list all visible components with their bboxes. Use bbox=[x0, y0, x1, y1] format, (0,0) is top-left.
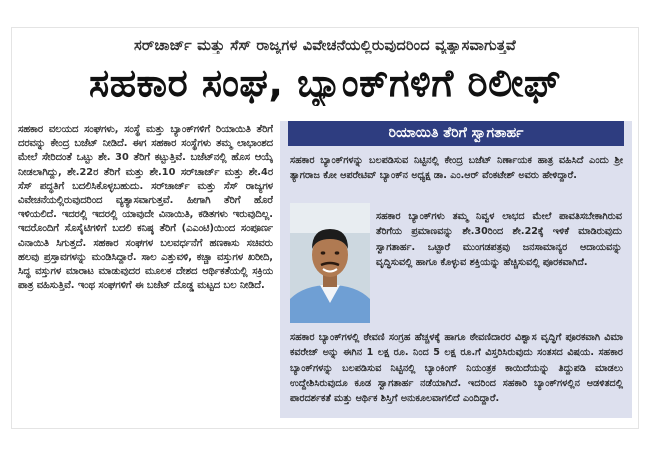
person-photo bbox=[290, 203, 370, 323]
article-body bbox=[18, 123, 273, 423]
article-kicker: ಸರ್‌ಚಾರ್ಜ್ ಮತ್ತು ಸೆಸ್ ರಾಜ್ಯಗಳ ವಿವೇಚನೆಯಲ್ಲಿರುವುದರಿಂದ ವ್ಯತ್ಯಾಸವಾಗುತ್ತವೆ bbox=[134, 38, 516, 54]
article-body-text: ಸಹಕಾರ ವಲಯದ ಸಂಘಗಳು, ಸಂಸ್ಥೆ ಮತ್ತು ಬ್ಯಾಂಕ್‌ಗಳಿಗೆ ರಿಯಾಯಿತಿ ತೆರಿಗೆ ದರವನ್ನು ಕೇಂದ್ರ ಬಜೆಟ್ ನೀಡಿದೆ. ಈಗ ಸಹಕಾರ ಸಂಸ್ಥೆಗಳು ತಮ್ಮ ಲಾಭಾಂಶದ ಮೇಲೆ ಸೇರಿದಂತೆ ಒಟ್ಟು ಶೇ. 30 ತೆರಿಗೆ ಕಟ್ಟುತ್ತಿವೆ. ಬಜೆಟ್‌ನಲ್ಲಿ ಹೊಸ ಆಯ್ಕೆ ನೀಡಲಾಗಿದ್ದು, ಶೇ.22ರ ತೆರಿಗೆ ಮತ್ತು ಶೇ.10 ಸರ್‌ಚಾರ್ಜ್ ಮತ್ತು ಶೇ.4ರ ಸೆಸ್ ಪದ್ಧತಿಗೆ ಬದಲಿಸಿಕೊಳ್ಳಬಹುದು. ಸರ್‌ಚಾರ್ಜ್ ಮತ್ತು ಸೆಸ್ ರಾಜ್ಯಗಳ ವಿವೇಚನೆಯಲ್ಲಿರುವುದರಿಂದ ವ್ಯತ್ಯಾಸವಾಗುತ್ತವೆ. ಹೀಗಾಗಿ ತೆರಿಗೆ ಹೊರೆ ಇಳಿಯಲಿದೆ. ಇದರಲ್ಲಿ ಇದರಲ್ಲಿ ಯಾವುದೇ ವಿನಾಯಿತಿ, ಕಡಿತಗಳು ಇರುವುದಿಲ್ಲ. ಇದರೊಂದಿಗೆ ಸೊಸೈಟಿಗಳಿಗೆ ಬದಲಿ ಕನಿಷ್ಠ ತೆರಿಗೆ (ಎಎಂಟಿ)ಯಿಂದ ಸಂಪೂರ್ಣ ವಿನಾಯಿತಿ ಸಿಗುತ್ತದೆ. ಸಹಕಾರ ಸಂಘಗಳ ಬಲವರ್ಧನೆಗೆ ಹಣಕಾಸು ಸಚಿವರು ಹಲವು ಪ್ರಸ್ತಾವಗಳನ್ನು ಮಂಡಿಸಿದ್ದಾರೆ. ಸಾಲ ಎತ್ತುವಳಿ, ಕಚ್ಚಾ ವಸ್ತುಗಳ ಖರೀದಿ, ಸಿದ್ಧ ವಸ್ತುಗಳ ಮಾರಾಟ ಮಾಡುವುದರ ಮೂಲಕ ದೇಶದ ಆರ್ಥಿಕತೆಯಲ್ಲಿ ಸಕ್ರಿಯ ಪಾತ್ರ ವಹಿಸುತ್ತಿವೆ. ಇಂಥ ಸಂಘಗಳಿಗೆ ಈ ಬಜೆಟ್ ದೊಡ್ಡ ಮಟ್ಟದ ಬಲ ನೀಡಿದೆ. bbox=[18, 124, 273, 292]
sidebar-intro-text: ಸಹಕಾರ ಬ್ಯಾಂಕ್‌ಗಳನ್ನು ಬಲಪಡಿಸುವ ನಿಟ್ಟಿನಲ್ಲಿ ಕೇಂದ್ರ ಬಜೆಟ್ ನಿರ್ಣಾಯಕ ಹಾತ್ರ ವಹಿಸಿದೆ ಎಂದು ಶ್ರೀ ತ್ಯಾಗರಾಜ ಕೋ ಆಪರೇಟಿವ್ ಬ್ಯಾಂಕ್‌ನ ಅಧ್ಯಕ್ಷ ಡಾ. ಎಂ.ಆರ್ ವೆಂಕಟೇಶ್ ಅವರು ಹೇಳಿದ್ದಾರೆ. bbox=[290, 155, 623, 181]
newspaper-clipping bbox=[12, 28, 638, 428]
sidebar-closing-text: ಸಹಕಾರ ಬ್ಯಾಂಕ್‌ಗಳಲ್ಲಿ ಠೇವಣಿ ಸಂಗ್ರಹ ಹೆಚ್ಚಳಕ್ಕೆ ಹಾಗೂ ಠೇವಣಿದಾರರ ವಿಶ್ವಾಸ ವೃದ್ಧಿಗೆ ಪೂರಕವಾಗಿ ವಿಮಾ ಕವರೇಜ್ ಅನ್ನು ಈಗಿನ 1 ಲಕ್ಷ ರೂ. ನಿಂದ 5 ಲಕ್ಷ ರೂ.ಗೆ ವಿಸ್ತರಿಸಿರುವುದು ಸಂತಸದ ವಿಷಯ. ಸಹಕಾರ ಬ್ಯಾಂಕ್‌ಗಳನ್ನು ಬಲಪಡಿಸುವ ನಿಟ್ಟಿನಲ್ಲಿ ಬ್ಯಾಂಕಿಂಗ್ ನಿಯಂತ್ರಕ ಕಾಯಿದೆಯನ್ನು ತಿದ್ದುಪಡಿ ಮಾಡಲು ಉದ್ದೇಶಿಸಿರುವುದೂ ಕೂಡ ಸ್ವಾಗತಾರ್ಹ ನಡೆಯಾಗಿದೆ. ಇದರಿಂದ ಸಹಕಾರಿ ಬ್ಯಾಂಕ್‌ಗಳಲ್ಲಿನ ಆಡಳಿತದಲ್ಲಿ ಪಾರದರ್ಶಕತೆ ಮತ್ತು ಆರ್ಥಿಕ ಶಿಸ್ತಿಗೆ ಅನುಕೂಲವಾಗಲಿದೆ ಎಂದಿದ್ದಾರೆ. bbox=[290, 332, 623, 405]
portrait-image bbox=[290, 203, 370, 323]
sidebar-quote-text: ಸಹಕಾರ ಬ್ಯಾಂಕ್‌ಗಳು ತಮ್ಮ ನಿವ್ವಳ ಲಾಭದ ಮೇಲೆ ಪಾವತಿಸಬೇಕಾಗಿರುವ ತೆರಿಗೆಯ ಪ್ರಮಾಣವನ್ನು ಶೇ.30ರಿಂದ ಶೇ.22ಕ್ಕೆ ಇಳಿಕೆ ಮಾಡಿರುವುದು ಸ್ವಾಗತಾರ್ಹ. ಒಟ್ಟಾರೆ ಮುಂಗಡಪತ್ರವು ಜನಸಾಮಾನ್ಯರ ಆದಾಯವನ್ನು ವೃದ್ಧಿಸುವಲ್ಲಿ ಹಾಗೂ ಕೊಳ್ಳುವ ಶಕ್ತಿಯನ್ನು ಹೆಚ್ಚಿಸುವಲ್ಲಿ ಪೂರಕವಾಗಿದೆ. bbox=[376, 211, 622, 268]
sidebar-box bbox=[280, 121, 632, 418]
article-headline: ಸಹಕಾರ ಸಂಘ, ಬ್ಯಾಂಕ್‌ಗಳಿಗೆ ರಿಲೀಫ್ bbox=[89, 61, 561, 105]
sidebar-title: ರಿಯಾಯಿತಿ ತೆರಿಗೆ ಸ್ವಾಗತಾರ್ಹ bbox=[288, 121, 624, 146]
